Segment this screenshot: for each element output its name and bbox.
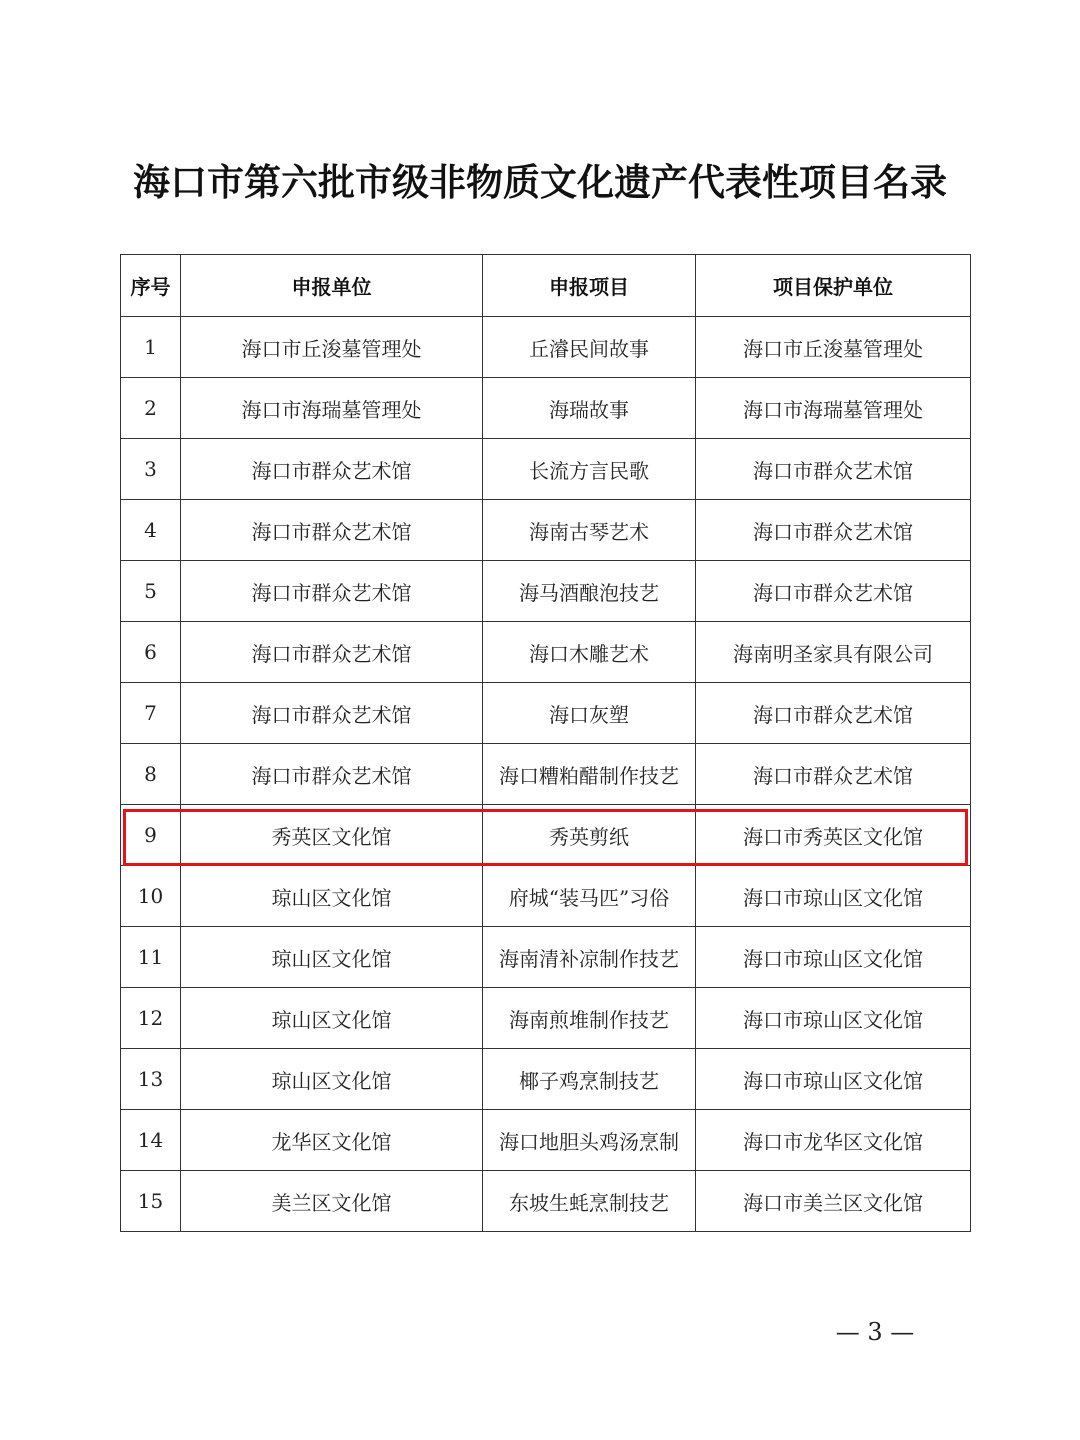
cell-protection-unit: 海口市群众艺术馆 [696,500,971,561]
cell-protection-unit: 海口市群众艺术馆 [696,439,971,500]
cell-serial-number: 10 [121,866,181,927]
header-cell-applicant-unit: 申报单位 [181,255,483,317]
cell-project-name: 丘濬民间故事 [483,317,696,378]
cell-project-name: 海口地胆头鸡汤烹制 [483,1110,696,1171]
cell-project-name: 秀英剪纸 [483,805,696,866]
cell-applicant-unit: 海口市丘浚墓管理处 [181,317,483,378]
cell-serial-number: 8 [121,744,181,805]
cell-project-name: 海口糟粕醋制作技艺 [483,744,696,805]
cell-serial-number: 11 [121,927,181,988]
cell-applicant-unit: 琼山区文化馆 [181,1049,483,1110]
cell-applicant-unit: 美兰区文化馆 [181,1171,483,1232]
table-row [121,317,971,378]
table-row [121,500,971,561]
cell-serial-number: 5 [121,561,181,622]
cell-protection-unit: 海口市秀英区文化馆 [696,805,971,866]
cell-project-name: 长流方言民歌 [483,439,696,500]
table-row [121,622,971,683]
cell-protection-unit: 海口市琼山区文化馆 [696,988,971,1049]
cell-protection-unit: 海口市琼山区文化馆 [696,866,971,927]
cell-project-name: 海口灰塑 [483,683,696,744]
table-row [121,561,971,622]
table-body [121,317,971,1232]
heritage-list-table [120,254,971,1232]
cell-applicant-unit: 海口市群众艺术馆 [181,561,483,622]
cell-applicant-unit: 龙华区文化馆 [181,1110,483,1171]
table-row [121,378,971,439]
table-row [121,683,971,744]
cell-applicant-unit: 琼山区文化馆 [181,988,483,1049]
cell-protection-unit: 海口市群众艺术馆 [696,683,971,744]
cell-applicant-unit: 琼山区文化馆 [181,927,483,988]
cell-protection-unit: 海口市琼山区文化馆 [696,1049,971,1110]
cell-serial-number: 4 [121,500,181,561]
cell-serial-number: 13 [121,1049,181,1110]
cell-applicant-unit: 海口市群众艺术馆 [181,439,483,500]
cell-serial-number: 15 [121,1171,181,1232]
cell-protection-unit: 海口市龙华区文化馆 [696,1110,971,1171]
table-row [121,988,971,1049]
cell-project-name: 海口木雕艺术 [483,622,696,683]
cell-protection-unit: 海口市丘浚墓管理处 [696,317,971,378]
cell-protection-unit: 海口市群众艺术馆 [696,561,971,622]
cell-project-name: 海瑞故事 [483,378,696,439]
table-header-row [121,255,971,317]
table-row [121,866,971,927]
cell-project-name: 海南古琴艺术 [483,500,696,561]
cell-protection-unit: 海口市海瑞墓管理处 [696,378,971,439]
cell-project-name: 海南煎堆制作技艺 [483,988,696,1049]
cell-applicant-unit: 海口市群众艺术馆 [181,744,483,805]
cell-serial-number: 1 [121,317,181,378]
cell-serial-number: 7 [121,683,181,744]
table-row [121,1171,971,1232]
header-cell-serial-number: 序号 [121,255,181,317]
page-number: — 3 — [835,1318,915,1346]
header-cell-project-name: 申报项目 [483,255,696,317]
cell-serial-number: 2 [121,378,181,439]
cell-project-name: 海南清补凉制作技艺 [483,927,696,988]
cell-protection-unit: 海口市美兰区文化馆 [696,1171,971,1232]
cell-project-name: 椰子鸡烹制技艺 [483,1049,696,1110]
cell-project-name: 东坡生蚝烹制技艺 [483,1171,696,1232]
cell-serial-number: 12 [121,988,181,1049]
table-row [121,805,971,866]
cell-applicant-unit: 秀英区文化馆 [181,805,483,866]
cell-applicant-unit: 海口市海瑞墓管理处 [181,378,483,439]
cell-protection-unit: 海南明圣家具有限公司 [696,622,971,683]
page-title: 海口市第六批市级非物质文化遗产代表性项目名录 [133,161,947,204]
cell-applicant-unit: 海口市群众艺术馆 [181,622,483,683]
cell-project-name: 府城“装马匹”习俗 [483,866,696,927]
table-row [121,1049,971,1110]
cell-applicant-unit: 海口市群众艺术馆 [181,500,483,561]
cell-applicant-unit: 海口市群众艺术馆 [181,683,483,744]
table-row [121,927,971,988]
cell-serial-number: 9 [121,805,181,866]
cell-serial-number: 14 [121,1110,181,1171]
cell-applicant-unit: 琼山区文化馆 [181,866,483,927]
cell-serial-number: 3 [121,439,181,500]
cell-protection-unit: 海口市琼山区文化馆 [696,927,971,988]
table-row [121,1110,971,1171]
header-cell-protection-unit: 项目保护单位 [696,255,971,317]
table-row [121,744,971,805]
cell-serial-number: 6 [121,622,181,683]
cell-protection-unit: 海口市群众艺术馆 [696,744,971,805]
table-header [121,255,971,317]
cell-project-name: 海马酒酿泡技艺 [483,561,696,622]
table-row [121,439,971,500]
